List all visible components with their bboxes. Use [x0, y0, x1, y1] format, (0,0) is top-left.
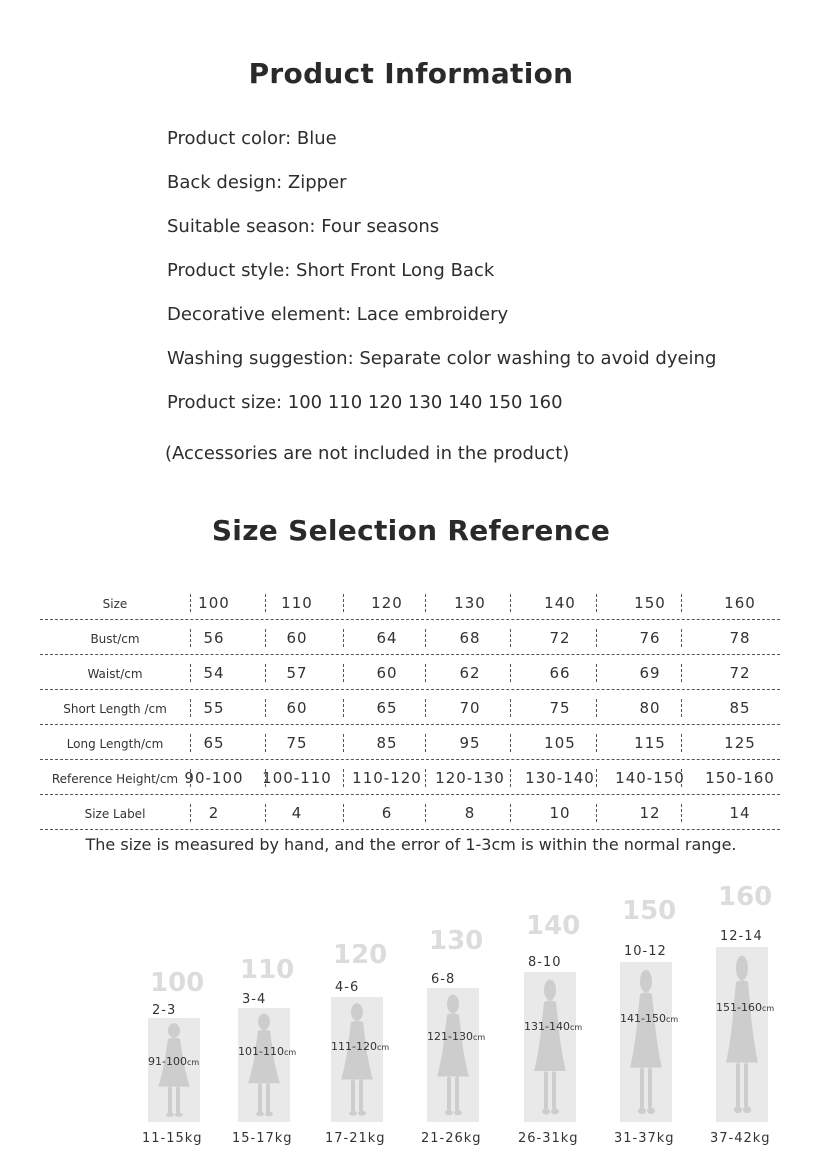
- info-style: Product style: Short Front Long Back: [167, 260, 495, 281]
- table-cell: 95: [459, 734, 481, 752]
- table-cell: 65: [376, 699, 398, 717]
- table-cell: 56: [203, 629, 225, 647]
- figure-age: 6-8: [431, 972, 456, 987]
- row-label: Bust/cm: [90, 632, 140, 646]
- child-silhouette-photo: [331, 997, 383, 1122]
- table-cell: 78: [729, 629, 751, 647]
- info-decoration: Decorative element: Lace embroidery: [167, 304, 509, 325]
- child-silhouette-photo: [524, 972, 576, 1122]
- table-cell: 140: [544, 594, 576, 612]
- figure-height: [620, 1012, 678, 1025]
- table-cell: 12: [639, 804, 661, 822]
- table-cell: 10: [549, 804, 571, 822]
- figure-weight: 17-21kg: [325, 1131, 386, 1146]
- figure-weight: 15-17kg: [232, 1131, 293, 1146]
- table-cell: 70: [459, 699, 481, 717]
- figure-height-unit: cm: [761, 1004, 775, 1013]
- figure-age: 4-6: [335, 980, 360, 995]
- child-silhouette-icon: [524, 972, 576, 1122]
- table-cell: 54: [203, 664, 225, 682]
- child-silhouette-icon: [716, 947, 768, 1122]
- table-cell: 80: [639, 699, 661, 717]
- table-cell: 140-150: [615, 769, 685, 787]
- measurement-note: The size is measured by hand, and the error of 1-3cm is within the normal range.: [85, 835, 737, 854]
- table-cell: 60: [286, 699, 308, 717]
- table-cell: 120: [371, 594, 403, 612]
- child-silhouette-icon: [427, 988, 479, 1122]
- table-cell: 110-120: [352, 769, 422, 787]
- figure-height-value: 131-140: [524, 1020, 570, 1033]
- info-color: Product color: Blue: [167, 128, 337, 149]
- figure-weight: 37-42kg: [710, 1131, 771, 1146]
- table-cell: 72: [549, 629, 571, 647]
- table-row: [40, 795, 780, 830]
- child-silhouette-photo: [148, 1018, 200, 1122]
- figure-weight: 11-15kg: [142, 1131, 203, 1146]
- table-cell: 4: [291, 804, 303, 822]
- figure-height-value: 151-160: [716, 1001, 762, 1014]
- figure-size-number: 100: [150, 968, 205, 998]
- child-silhouette-icon: [331, 997, 383, 1122]
- size-table: [40, 585, 780, 830]
- figure-height-unit: cm: [569, 1023, 583, 1032]
- table-row: [40, 585, 780, 620]
- child-silhouette-icon: [620, 962, 672, 1122]
- figure-height-value: 101-110: [238, 1045, 284, 1058]
- table-cell: 90-100: [184, 769, 244, 787]
- table-cell: 160: [724, 594, 756, 612]
- table-cell: 105: [544, 734, 576, 752]
- figure-height: [427, 1030, 485, 1043]
- row-label: Waist/cm: [87, 667, 143, 681]
- table-cell: 72: [729, 664, 751, 682]
- figure-height-unit: cm: [283, 1048, 297, 1057]
- figure-height: [148, 1055, 199, 1068]
- table-cell: 75: [549, 699, 571, 717]
- figure-height-value: 111-120: [331, 1040, 377, 1053]
- info-back-design: Back design: Zipper: [167, 172, 347, 193]
- child-silhouette-photo: [427, 988, 479, 1122]
- table-cell: 110: [281, 594, 313, 612]
- figure-size-number: 110: [240, 955, 295, 985]
- table-cell: 85: [729, 699, 751, 717]
- table-cell: 100: [198, 594, 230, 612]
- figure-size-number: 160: [718, 882, 773, 912]
- table-cell: 85: [376, 734, 398, 752]
- figure-age: 12-14: [720, 929, 763, 944]
- figure-height-unit: cm: [665, 1015, 679, 1024]
- figure-size-number: 130: [429, 926, 484, 956]
- child-silhouette-icon: [238, 1008, 290, 1122]
- product-info-title: Product Information: [248, 57, 574, 90]
- figure-age: 3-4: [242, 992, 267, 1007]
- figure-size-number: 150: [622, 896, 677, 926]
- child-silhouette-photo: [716, 947, 768, 1122]
- table-row: [40, 655, 780, 690]
- row-label: Reference Height/cm: [51, 772, 179, 786]
- table-cell: 6: [381, 804, 393, 822]
- figure-weight: 31-37kg: [614, 1131, 675, 1146]
- table-cell: 100-110: [262, 769, 332, 787]
- figure-height-unit: cm: [186, 1058, 200, 1067]
- table-cell: 65: [203, 734, 225, 752]
- figure-height-value: 141-150: [620, 1012, 666, 1025]
- table-cell: 150: [634, 594, 666, 612]
- figure-height: [238, 1045, 296, 1058]
- figure-weight: 26-31kg: [518, 1131, 579, 1146]
- figure-height-unit: cm: [472, 1033, 486, 1042]
- table-cell: 8: [464, 804, 476, 822]
- table-cell: 120-130: [435, 769, 505, 787]
- table-cell: 68: [459, 629, 481, 647]
- table-cell: 64: [376, 629, 398, 647]
- figure-weight: 21-26kg: [421, 1131, 482, 1146]
- table-cell: 125: [724, 734, 756, 752]
- accessories-note: (Accessories are not included in the product): [165, 443, 570, 464]
- child-silhouette-photo: [620, 962, 672, 1122]
- table-cell: 60: [376, 664, 398, 682]
- table-cell: 66: [549, 664, 571, 682]
- table-cell: 14: [729, 804, 751, 822]
- row-label: Size Label: [84, 807, 146, 821]
- figure-height-unit: cm: [376, 1043, 390, 1052]
- table-cell: 57: [286, 664, 308, 682]
- table-cell: 2: [208, 804, 220, 822]
- table-row: [40, 760, 780, 795]
- table-row: [40, 690, 780, 725]
- table-cell: 115: [634, 734, 666, 752]
- table-cell: 130-140: [525, 769, 595, 787]
- table-cell: 75: [286, 734, 308, 752]
- figure-age: 8-10: [528, 955, 562, 970]
- figure-size-number: 140: [526, 911, 581, 941]
- figure-height-value: 91-100: [148, 1055, 187, 1068]
- table-cell: 76: [639, 629, 661, 647]
- table-cell: 69: [639, 664, 661, 682]
- figure-height-value: 121-130: [427, 1030, 473, 1043]
- row-label: Long Length/cm: [66, 737, 164, 751]
- table-cell: 130: [454, 594, 486, 612]
- table-cell: 55: [203, 699, 225, 717]
- info-sizes: Product size: 100 110 120 130 140 150 160: [167, 392, 563, 413]
- table-row: [40, 620, 780, 655]
- figure-height: [331, 1040, 389, 1053]
- table-cell: 62: [459, 664, 481, 682]
- info-washing: Washing suggestion: Separate color washing to avoid dyeing: [167, 348, 717, 369]
- figure-size-number: 120: [333, 940, 388, 970]
- table-cell: 150-160: [705, 769, 775, 787]
- figure-height: [716, 1001, 774, 1014]
- figure-age: 2-3: [152, 1003, 177, 1018]
- row-label: Short Length /cm: [63, 702, 167, 716]
- table-cell: 60: [286, 629, 308, 647]
- table-row: [40, 725, 780, 760]
- figure-age: 10-12: [624, 944, 667, 959]
- row-label: Size: [102, 597, 128, 611]
- size-reference-title: Size Selection Reference: [211, 514, 611, 547]
- info-season: Suitable season: Four seasons: [167, 216, 440, 237]
- figure-height: [524, 1020, 582, 1033]
- child-silhouette-photo: [238, 1008, 290, 1122]
- child-silhouette-icon: [148, 1018, 200, 1122]
